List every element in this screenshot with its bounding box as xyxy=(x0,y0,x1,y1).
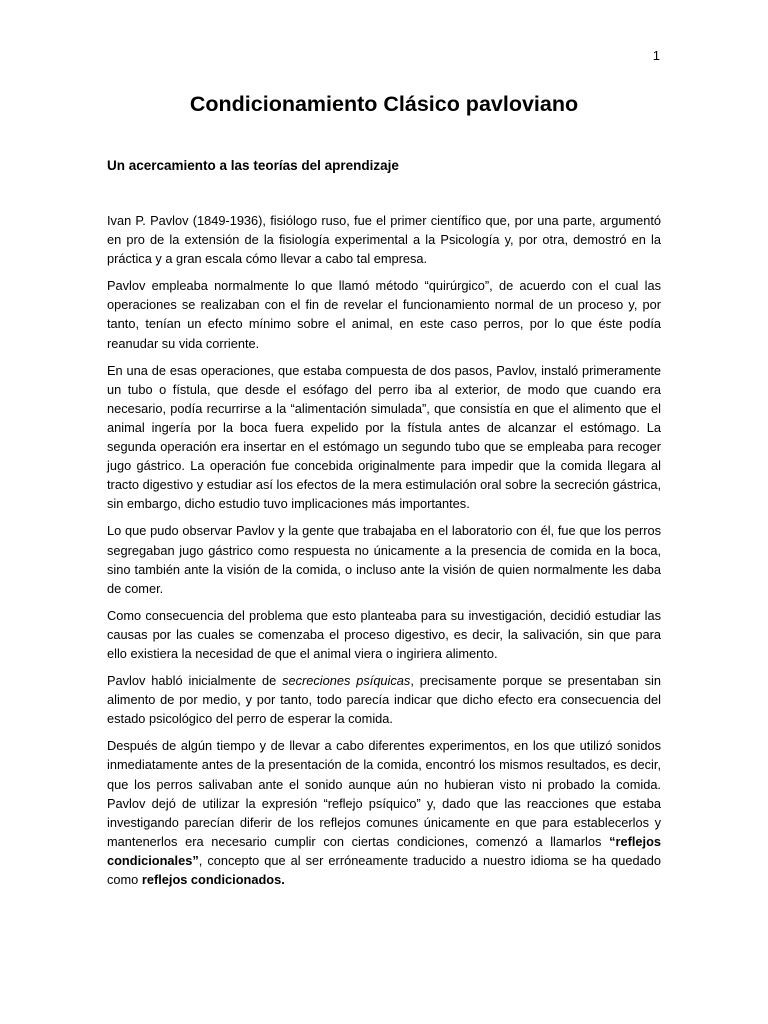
page-number: 1 xyxy=(652,48,660,63)
bold-term-reflejos-condicionados: reflejos condicionados. xyxy=(141,872,285,887)
paragraph-4: Lo que pudo observar Pavlov y la gente que trabajaba en el laboratorio con él, fue que los perros segregaban jugo gástrico como respuesta no únicamente a la presencia de comida en la boca, sino también ante la visión de la comida, o incluso ante la visión de quien normalmente les daba de comer. xyxy=(107,523,661,596)
paragraph-6 xyxy=(107,671,661,728)
document-subtitle: Un acercamiento a las teorías del aprendizaje xyxy=(107,158,399,173)
italic-term-secreciones-psiquicas: secreciones psíquicas xyxy=(282,673,411,689)
paragraph-3: En una de esas operaciones, que estaba compuesta de dos pasos, Pavlov, instaló primeramente un tubo o fístula, que desde el esófago del perro iba al exterior, de modo que cuando era necesario, podía recurrirse a la “alimentación simulada”, que consistía en que el alimento que el animal ingería por la boca fuera expelido por la fístula antes de alcanzar el estómago. La segunda operación era insertar en el estómago un segundo tubo que se empleaba para recoger jugo gástrico. La operación fue concebida originalmente para impedir que la comida llegara al tracto digestivo y estudiar así los efectos de la mera estimulación oral sobre la secreción gástrica, sin embargo, dicho estudio tuvo implicaciones más importantes. xyxy=(107,362,661,512)
paragraph-7-text: Después de algún tiempo y de llevar a cabo diferentes experimentos, en los que utilizó sonidos inmediatamente antes de la presentación de la comida, encontró los mismos resultados, es decir, que los perros salivaban ante el sonido aunque aún no hubieran visto ni probado la comida. Pavlov dejó de utilizar la expresión “reflejo psíquico” y, dado que las reacciones que estaba investigando parecían diferir de los reflejos comunes únicamente en que para establecerlos y mantenerlos era necesario cumplir con ciertas condiciones, comenzó a llamarlos xyxy=(107,738,661,849)
paragraph-1: Ivan P. Pavlov (1849-1936), fisiólogo ruso, fue el primer científico que, por una parte, argumentó en pro de la extensión de la fisiología experimental a la Psicología y, por otra, demostró en la práctica y a gran escala cómo llevar a cabo tal empresa. xyxy=(107,213,661,267)
paragraph-2: Pavlov empleaba normalmente lo que llamó método “quirúrgico”, de acuerdo con el cual las operaciones se realizaban con el fin de revelar el funcionamiento normal de un proceso y, por tanto, tenían un efecto mínimo sobre el animal, en este caso perros, por lo que éste podía reanudar su vida corriente. xyxy=(107,278,661,351)
paragraph-7 xyxy=(107,736,661,889)
paragraph-6-text-end: , precisamente porque se presentaban sin alimento de por medio, y por tanto, todo parecía indicar que dicho efecto era consecuencia del estado psicológico del perro de esperar la comida. xyxy=(107,673,661,727)
paragraph-6-text: Pavlov habló inicialmente de xyxy=(107,673,283,689)
document-body xyxy=(107,211,661,889)
document-title: Condicionamiento Clásico pavloviano xyxy=(189,92,579,116)
paragraph-7-text-middle: , concepto que al ser erróneamente traducido a nuestro idioma se ha quedado como xyxy=(107,852,661,887)
bold-term-reflejos-condicionales: “reflejos condicionales” xyxy=(107,833,661,868)
paragraph-5: Como consecuencia del problema que esto planteaba para su investigación, decidió estudiar las causas por las cuales se comenzaba el proceso digestivo, es decir, la salivación, sin que para ello existiera la necesidad de que el animal viera o ingiriera alimento. xyxy=(107,607,661,661)
